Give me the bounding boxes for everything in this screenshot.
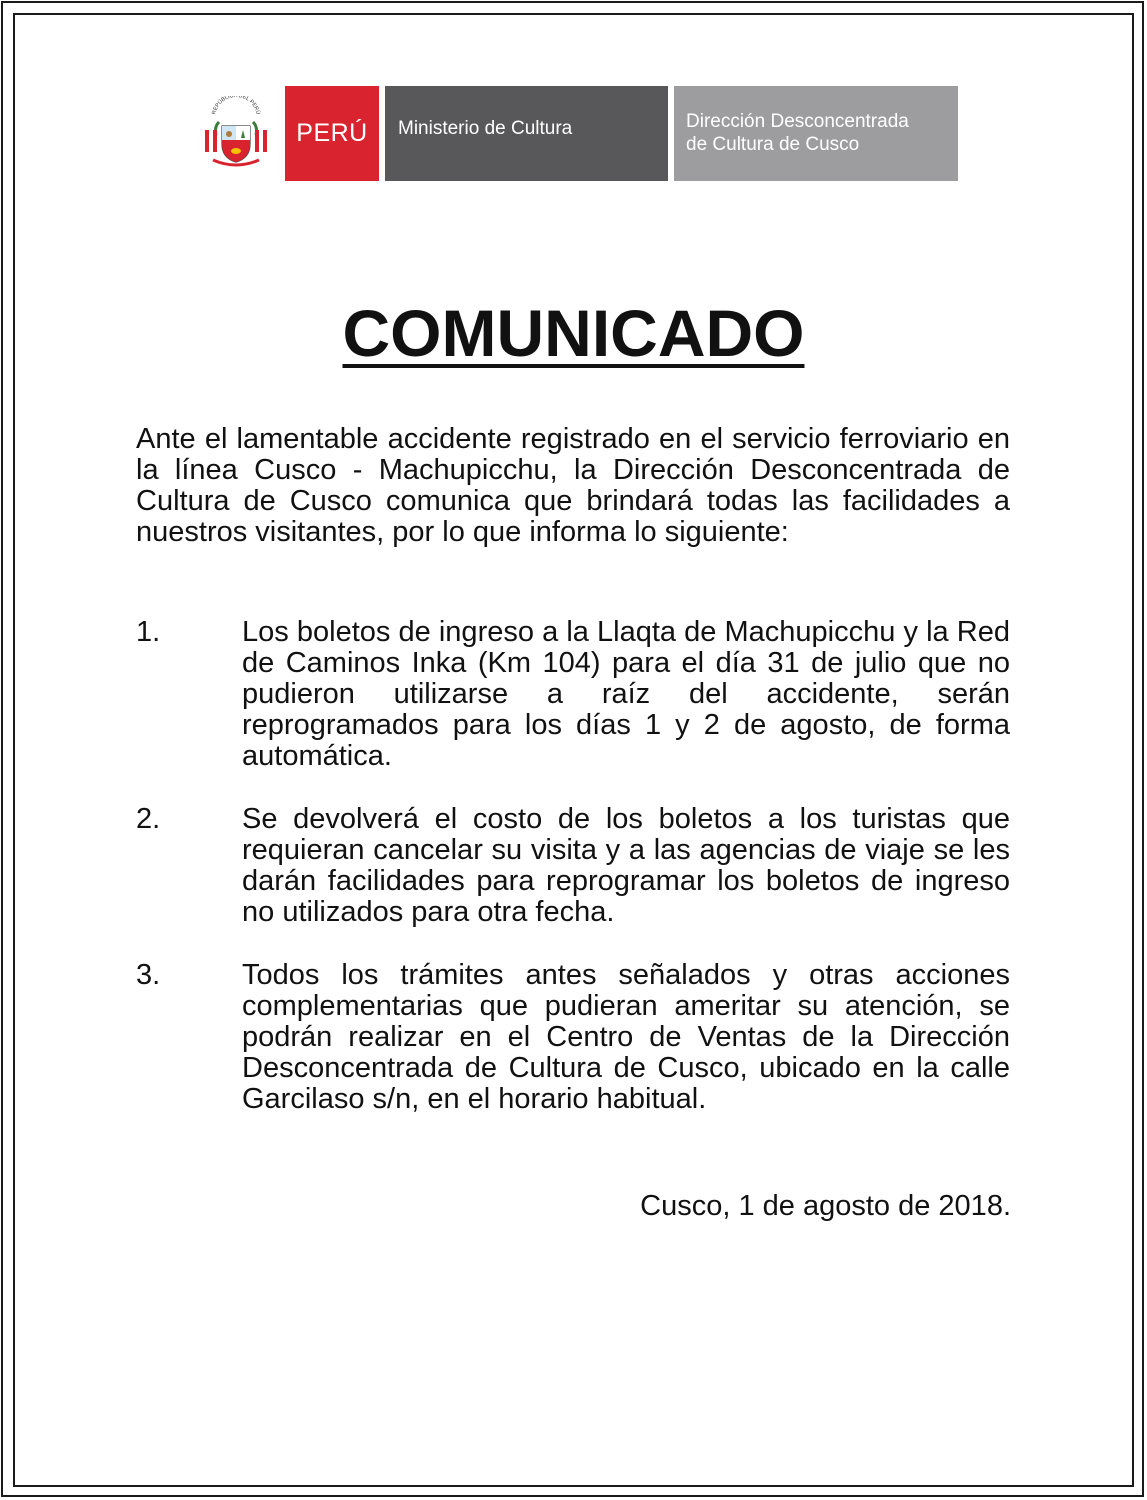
svg-text:REPÚBLICA DEL PERÚ: REPÚBLICA DEL PERÚ bbox=[211, 96, 261, 116]
list-item-number: 2. bbox=[136, 803, 161, 835]
peru-label: PERÚ bbox=[296, 119, 368, 147]
peru-brand-box bbox=[285, 86, 379, 181]
intro-paragraph: Ante el lamentable accidente registrado en el servicio ferroviario en la línea Cusco - Machupicchu, la Dirección Desconcentrada de Cultura de Cusco comunica que brindará todas las facilidades a nuestros visitantes, por lo que informa lo siguiente: bbox=[136, 423, 1010, 548]
direction-label-line1: Dirección Desconcentrada bbox=[686, 111, 909, 132]
ministry-brand-box bbox=[385, 86, 668, 181]
document-title bbox=[0, 293, 1147, 373]
list-item-text: Se devolverá el costo de los boletos a los turistas que requieran cancelar su visita y a las agencias de viaje se les darán facilidades para reprogramar los boletos de ingreso no utilizados para otra fecha. bbox=[242, 803, 1010, 928]
direction-brand-box bbox=[674, 86, 958, 181]
list-item-text: Todos los trámites antes señalados y otras acciones complementarias que pudieran ameritar su atención, se podrán realizar en el Centro de Ventas de la Dirección Desconcentrada de Cultura de Cusco, ubicado en la calle Garcilaso s/n, en el horario habitual. bbox=[242, 959, 1010, 1115]
list-item bbox=[136, 617, 1010, 772]
title-text: COMUNICADO bbox=[342, 296, 805, 370]
list-item-text: Los boletos de ingreso a la Llaqta de Machupicchu y la Red de Caminos Inka (Km 104) para el día 31 de julio que no pudieron utilizarse a raíz del accidente, serán reprogramados para los días 1 y 2 de agosto, de forma automática. bbox=[242, 616, 1010, 772]
ministry-label: Ministerio de Cultura bbox=[398, 118, 573, 139]
list-item-number: 1. bbox=[136, 616, 161, 648]
list-item-number: 3. bbox=[136, 959, 161, 991]
list-item bbox=[136, 804, 1010, 928]
dateline: Cusco, 1 de agosto de 2018. bbox=[640, 1190, 1011, 1222]
list-item bbox=[136, 960, 1010, 1115]
coat-of-arms-icon bbox=[201, 96, 271, 170]
direction-label-line2: de Cultura de Cusco bbox=[686, 134, 860, 155]
